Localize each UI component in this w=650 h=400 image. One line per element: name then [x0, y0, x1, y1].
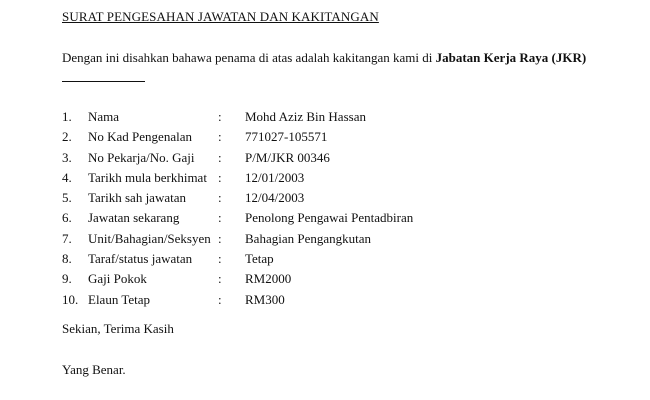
list-item [62, 270, 622, 290]
item-number: 9. [62, 271, 72, 287]
item-number: 1. [62, 109, 72, 124]
item-number: 8. [62, 251, 72, 267]
field-value: P/M/JKR 00346 [245, 149, 330, 165]
field-label: Jawatan sekarang [88, 210, 180, 226]
intro-text: Dengan ini disahkan bahawa penama di atas adalah kakitangan kami di [62, 50, 436, 65]
list-item [62, 230, 622, 250]
field-label: Tarikh mula berkhimat [88, 169, 207, 185]
field-separator: : [218, 230, 222, 246]
field-separator: : [218, 169, 222, 185]
document-title: SURAT PENGESAHAN JAWATAN DAN KAKITANGAN [62, 9, 379, 24]
details-list [62, 108, 622, 311]
field-separator: : [218, 190, 222, 206]
list-item [62, 108, 622, 128]
field-label: No Pekarja/No. Gaji [88, 149, 195, 165]
department-name: Jabatan Kerja Raya (JKR) [435, 50, 587, 65]
field-value: RM2000 [245, 271, 292, 287]
intro-paragraph [62, 48, 622, 88]
field-separator: : [218, 129, 222, 145]
field-separator: : [218, 149, 222, 165]
field-value: Mohd Aziz Bin Hassan [245, 109, 366, 124]
item-number: 6. [62, 210, 72, 226]
field-label: No Kad Pengenalan [88, 129, 192, 145]
field-label: Unit/Bahagian/Seksyen [88, 230, 211, 246]
item-number: 2. [62, 129, 72, 145]
field-separator: : [218, 109, 222, 124]
field-value: Bahagian Pengangkutan [245, 230, 371, 246]
field-value: Tetap [245, 251, 274, 267]
field-label: Elaun Tetap [88, 291, 151, 307]
field-value: 12/01/2003 [245, 169, 305, 185]
item-number: 4. [62, 169, 72, 185]
field-separator: : [218, 210, 222, 226]
field-label: Nama [88, 109, 120, 124]
field-separator: : [218, 291, 222, 307]
fill-in-blank-line [62, 70, 145, 82]
field-separator: : [218, 271, 222, 287]
item-number: 7. [62, 230, 72, 246]
item-number: 10. [62, 291, 79, 307]
field-label: Taraf/status jawatan [88, 251, 193, 267]
field-value: RM300 [245, 291, 285, 307]
field-separator: : [218, 251, 222, 267]
closing-text: Sekian, Terima Kasih [62, 321, 174, 336]
list-item [62, 169, 622, 189]
item-number: 5. [62, 190, 72, 206]
list-item [62, 209, 622, 229]
field-value: 12/04/2003 [245, 190, 305, 206]
list-item [62, 291, 622, 311]
signoff-text: Yang Benar. [62, 362, 126, 377]
field-value: 771027-105571 [245, 129, 328, 145]
list-item [62, 149, 622, 169]
list-item [62, 250, 622, 270]
field-label: Gaji Pokok [88, 271, 147, 287]
list-item [62, 128, 622, 148]
field-value: Penolong Pengawai Pentadbiran [245, 210, 414, 226]
field-label: Tarikh sah jawatan [88, 190, 186, 206]
item-number: 3. [62, 149, 72, 165]
list-item [62, 189, 622, 209]
